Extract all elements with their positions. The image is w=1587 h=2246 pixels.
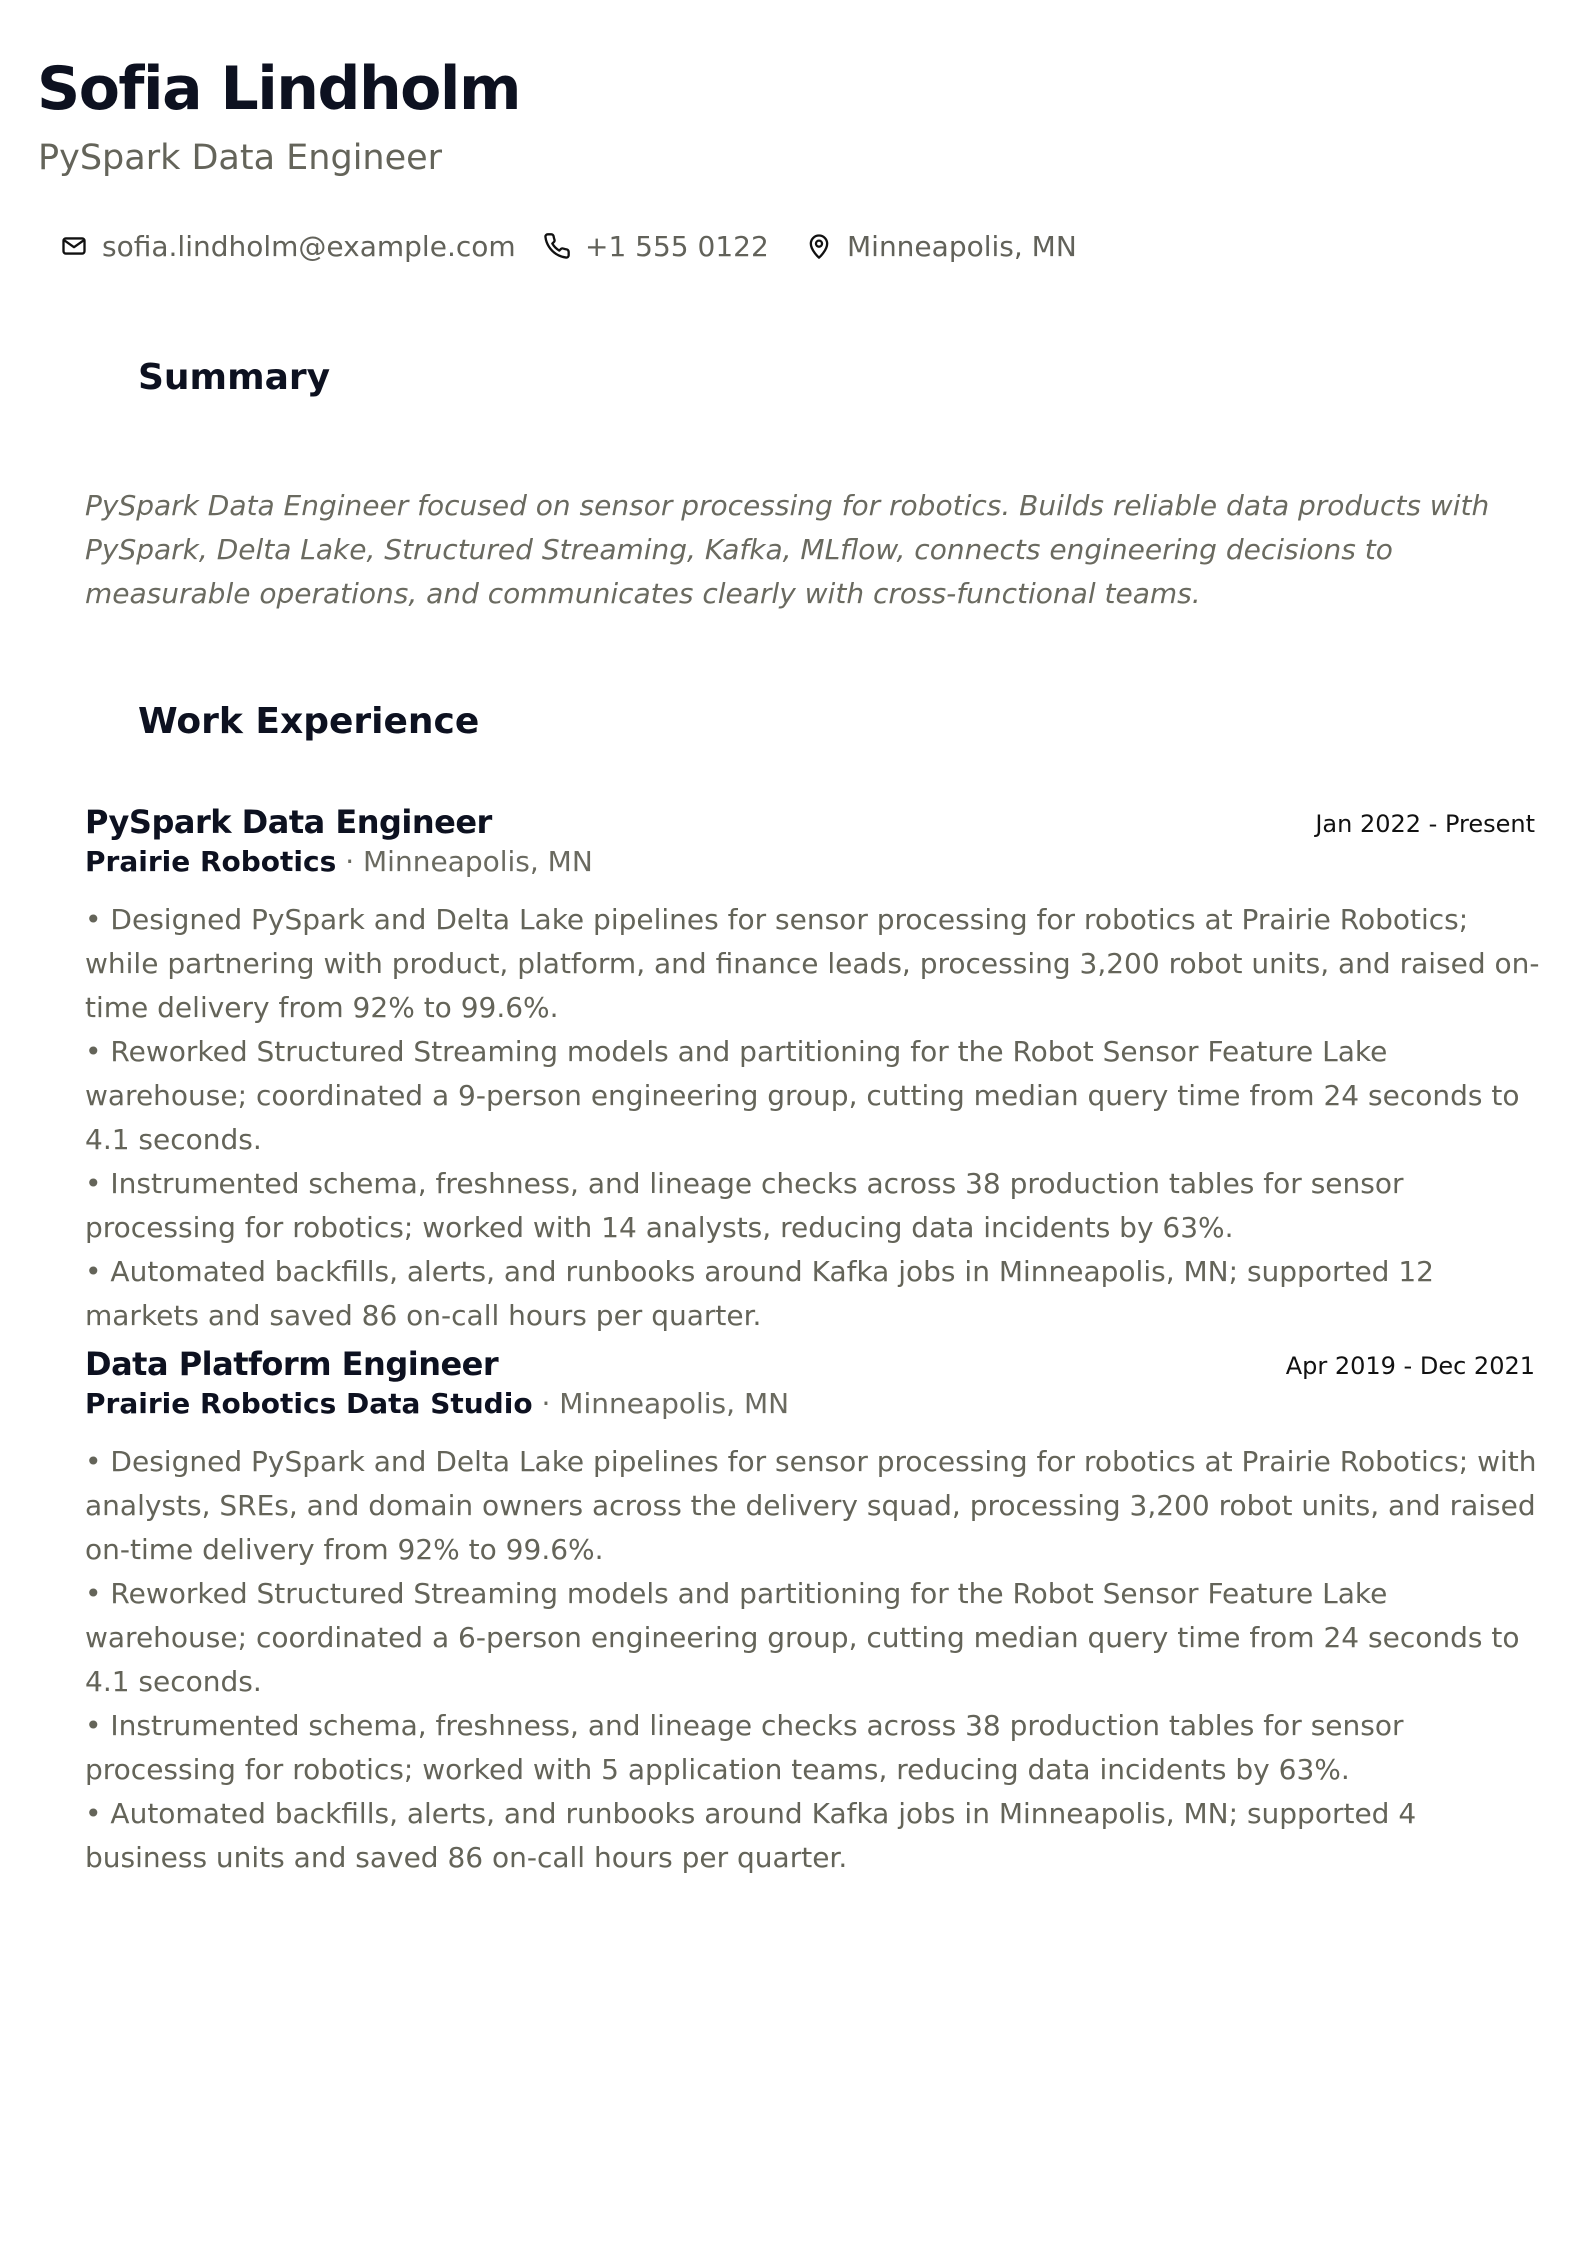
- job-bullet: • Designed PySpark and Delta Lake pipelines for sensor processing for robotics at Prairie Robotics; with analysts, SREs, and domain owners across the delivery squad, processing 3,200 robot units, and raised on-time delivery from 92% to 99.6%.: [85, 1445, 1537, 1566]
- job-bullet: • Reworked Structured Streaming models and partitioning for the Robot Sensor Feature Lake warehouse; coordinated a 6-person engineering group, cutting median query time from 24 seconds to 4.1 seconds.: [85, 1577, 1520, 1698]
- contact-email[interactable]: [60, 224, 516, 268]
- job-company: Prairie Robotics: [85, 845, 337, 878]
- job-bullet: • Instrumented schema, freshness, and lineage checks across 38 production tables for sensor processing for robotics; worked with 14 analysts, reducing data incidents by 63%.: [85, 1167, 1404, 1244]
- job-title: PySpark Data Engineer: [85, 803, 492, 841]
- job-company-line: [85, 1384, 789, 1424]
- job-bullet: • Designed PySpark and Delta Lake pipelines for sensor processing for robotics at Prairie Robotics; while partnering with product, platform, and finance leads, processing 3,200 robot units, and raised on-time delivery from 92% to 99.6%.: [85, 903, 1540, 1024]
- phone-icon: [543, 232, 571, 260]
- job-company-line: [85, 842, 593, 882]
- contact-phone-text: +1 555 0122: [585, 229, 769, 263]
- summary-heading: Summary: [138, 357, 331, 398]
- job-bullets: [85, 1440, 1545, 1880]
- separator-dot: ·: [541, 1387, 551, 1420]
- separator-dot: ·: [345, 845, 355, 878]
- job-bullet: • Reworked Structured Streaming models and partitioning for the Robot Sensor Feature Lake warehouse; coordinated a 9-person engineering group, cutting median query time from 24 seconds to 4.1 seconds.: [85, 1035, 1520, 1156]
- mail-icon: [60, 232, 88, 260]
- candidate-name: Sofia Lindholm: [37, 54, 520, 124]
- candidate-title: PySpark Data Engineer: [38, 138, 443, 178]
- contact-phone[interactable]: [543, 224, 769, 268]
- summary-text: PySpark Data Engineer focused on sensor processing for robotics. Builds reliable data products with PySpark, Delta Lake, Structured Streaming, Kafka, MLflow, connects engineering decisions to measurable operations, and communicates clearly with cross-functional teams.: [85, 489, 1490, 610]
- contact-email-text: sofia.lindholm@example.com: [102, 229, 516, 263]
- job-bullets: [85, 898, 1545, 1338]
- job-location: Minneapolis, MN: [559, 1387, 790, 1420]
- job-company: Prairie Robotics Data Studio: [85, 1387, 533, 1420]
- location-pin-icon: [805, 232, 833, 260]
- job-bullet: • Automated backfills, alerts, and runbooks around Kafka jobs in Minneapolis, MN; supported 12 markets and saved 86 on-call hours per quarter.: [85, 1255, 1434, 1332]
- job-bullet: • Automated backfills, alerts, and runbooks around Kafka jobs in Minneapolis, MN; supported 4 business units and saved 86 on-call hours per quarter.: [85, 1797, 1417, 1874]
- job-bullet: • Instrumented schema, freshness, and lineage checks across 38 production tables for sensor processing for robotics; worked with 5 application teams, reducing data incidents by 63%.: [85, 1709, 1404, 1786]
- job-dates: Apr 2019 - Dec 2021: [1285, 1352, 1535, 1380]
- job-dates: Jan 2022 - Present: [1315, 810, 1535, 838]
- contact-location-text: Minneapolis, MN: [847, 229, 1077, 263]
- job-title: Data Platform Engineer: [85, 1345, 499, 1383]
- experience-heading: Work Experience: [138, 701, 480, 742]
- job-location: Minneapolis, MN: [363, 845, 593, 878]
- contact-location: [805, 224, 1077, 268]
